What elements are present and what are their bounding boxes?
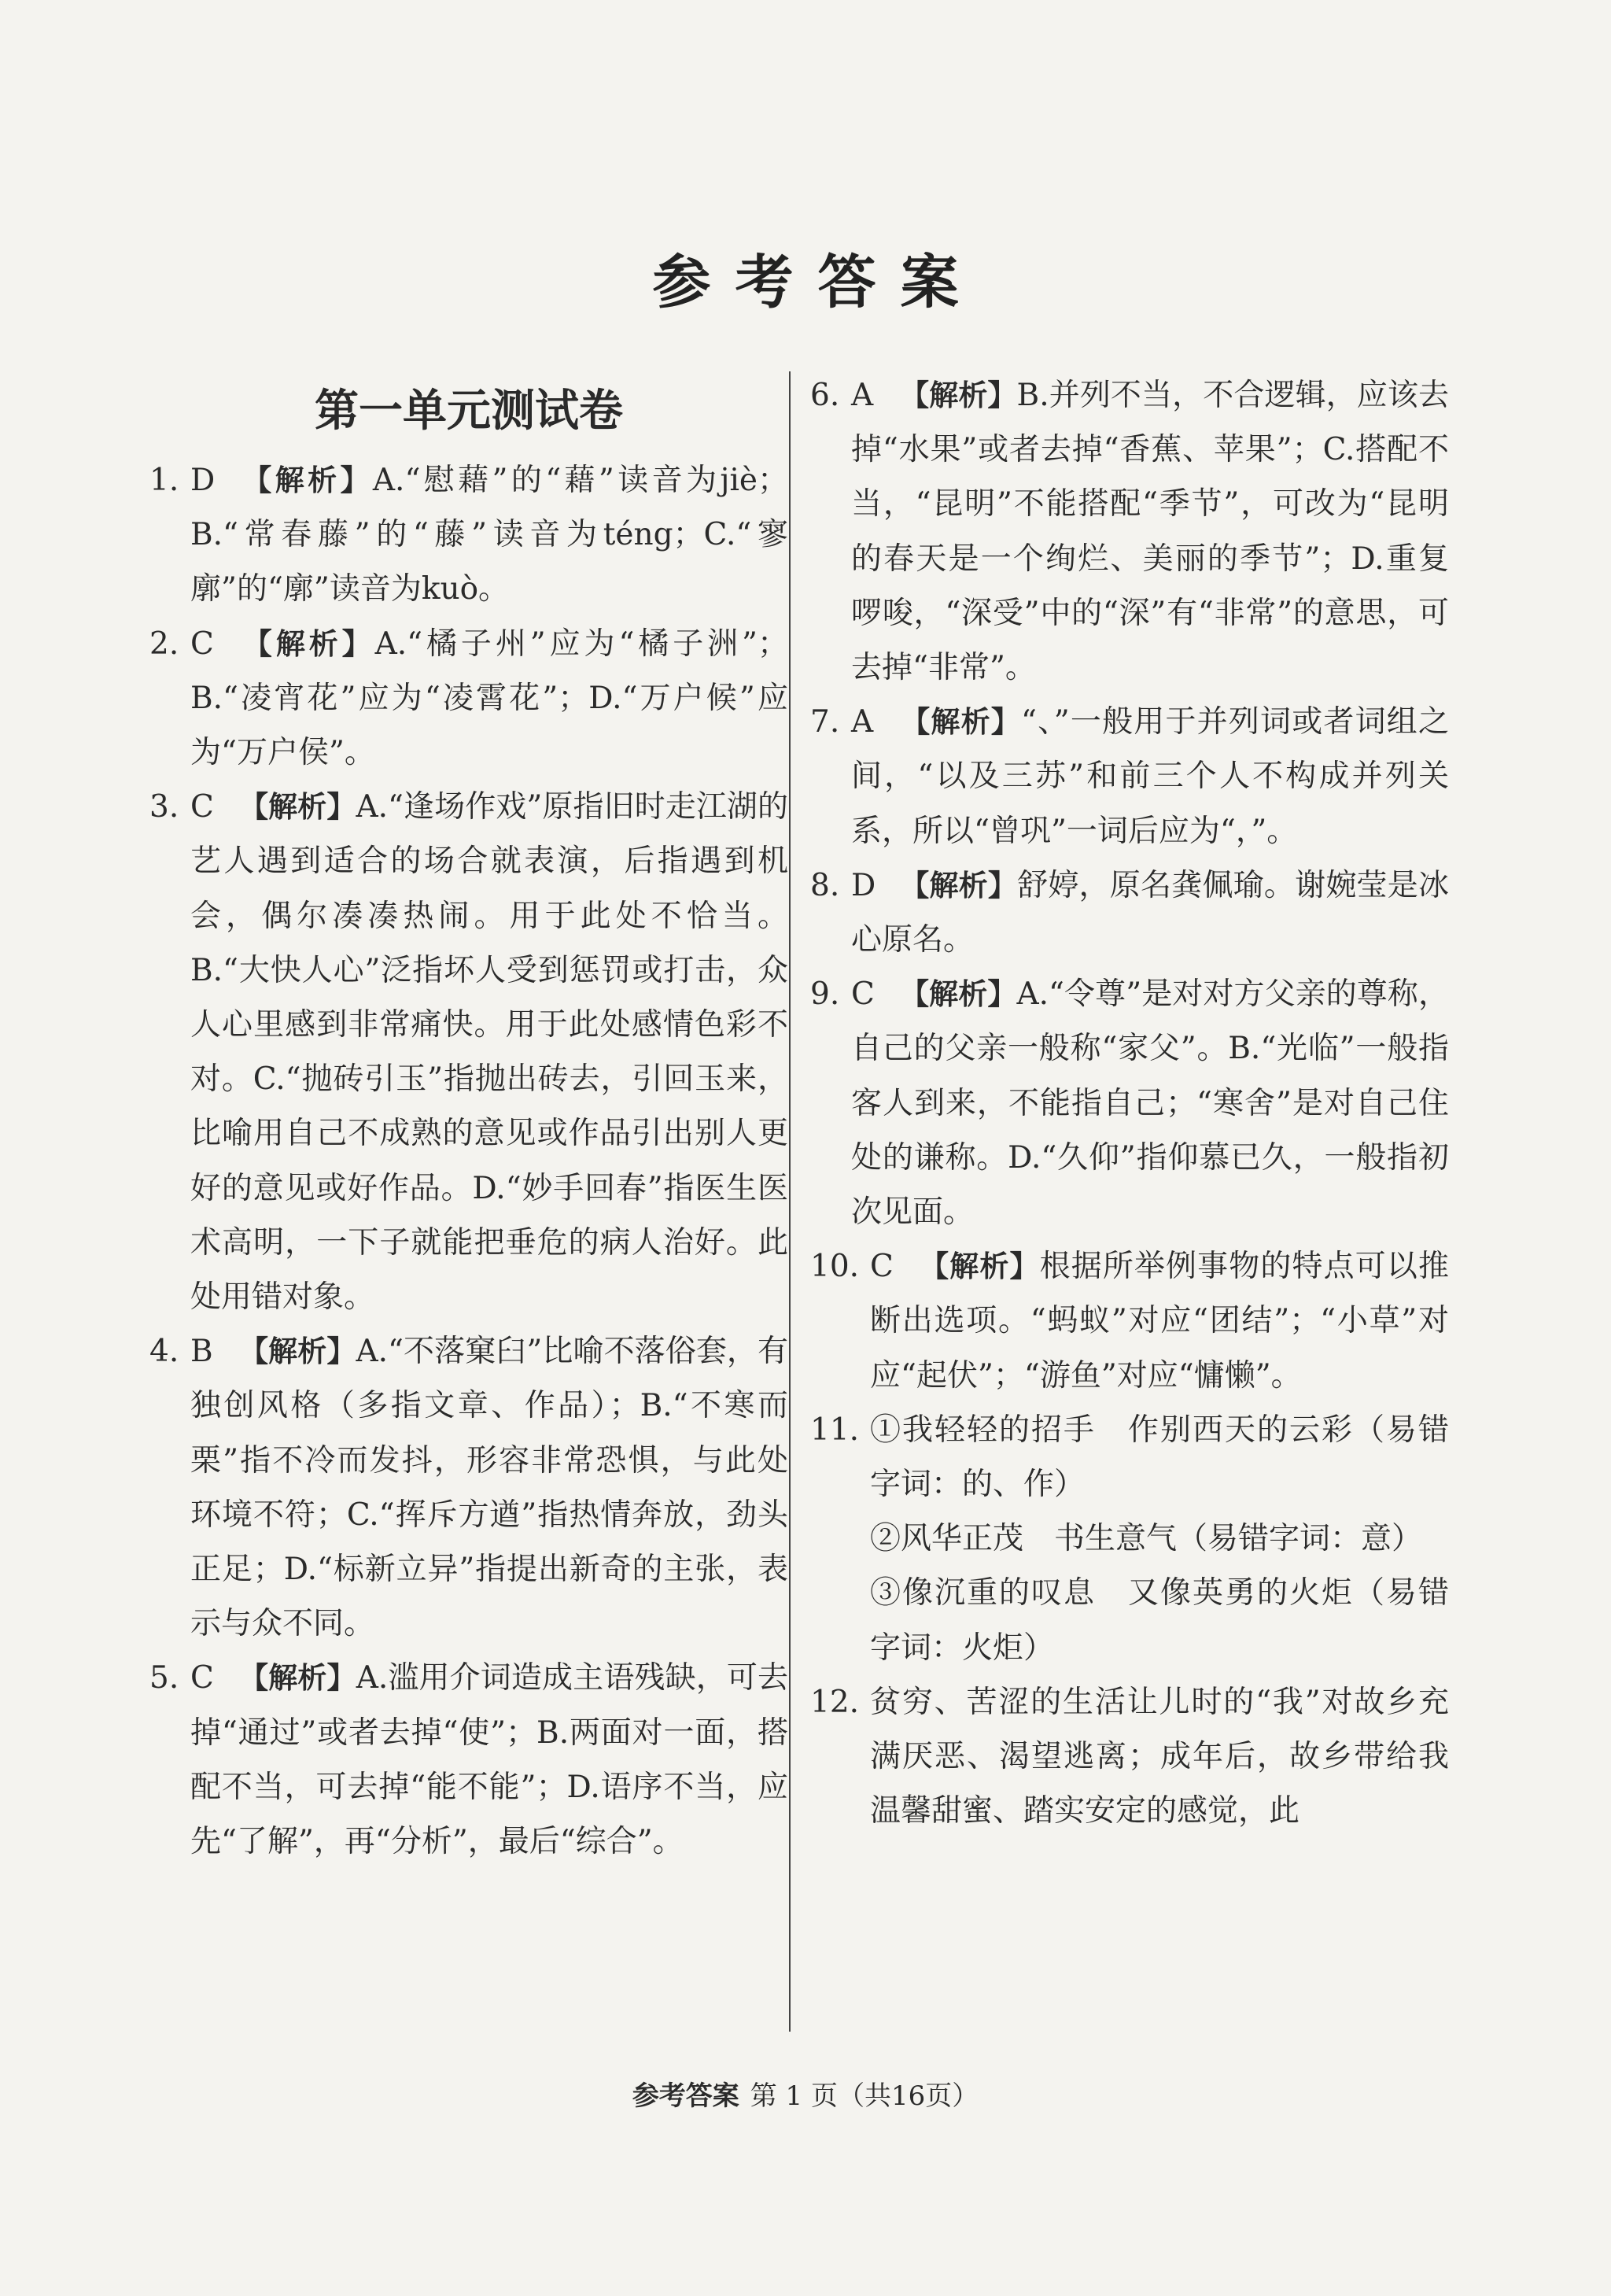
right-column — [810, 368, 1449, 1838]
answer-item — [149, 617, 788, 781]
answer-letter: C — [870, 1249, 894, 1285]
analysis-text: A.“橘子州”应为“橘子洲”；B.“凌宵花”应为“凌霄花”；D.“万户候”应为“万户侯”。 — [190, 626, 788, 771]
analysis-tag: 【解析】 — [900, 705, 1021, 740]
analysis-tag: 【解析】 — [900, 868, 1018, 903]
poem-line-2: ②风华正茂 书生意气（易错字词：意） — [870, 1521, 1423, 1557]
item-text: 贫穷、苦涩的生活让儿时的“我”对故乡充满厌恶、渴望逃离；成年后，故乡带给我温馨甜蜜、踏实安定的感觉，此 — [870, 1684, 1449, 1829]
analysis-tag: 【解析】 — [239, 463, 373, 497]
section-title: 第一单元测试卷 — [315, 385, 623, 437]
item-text — [190, 1651, 788, 1869]
item-text — [851, 858, 1449, 967]
answer-letter: B — [190, 1334, 213, 1370]
answer-item — [810, 368, 1449, 695]
right-answer-list — [810, 368, 1449, 1403]
answer-letter: C — [190, 626, 214, 662]
item-number: 9. — [810, 976, 840, 1013]
answer-item — [149, 453, 788, 617]
item-number: 10. — [810, 1249, 860, 1285]
answer-letter: C — [190, 789, 214, 825]
analysis-text: A.滥用介词造成主语残缺，可去掉“通过”或者去掉“使”；B.两面对一面，搭配不当，可去掉“能不能”；D.语序不当，应先“了解”，再“分析”，最后“综合”。 — [190, 1660, 789, 1860]
item-number: 2. — [149, 626, 179, 662]
answer-letter: C — [190, 1660, 214, 1696]
analysis-text: B.并列不当，不合逻辑，应该去掉“水果”或者去掉“香蕉、苹果”；C.搭配不当，“昆明”不能搭配“季节”，可改为“昆明的春天是一个绚烂、美丽的季节”；D.重复啰唆，“深受”中的“深”有“非常”的意思，可去掉“非常”。 — [851, 378, 1450, 686]
answer-item — [810, 1239, 1449, 1403]
column-divider — [789, 371, 791, 2032]
answer-item — [810, 967, 1449, 1239]
analysis-tag: 【解析】 — [919, 1250, 1040, 1284]
answer-letter: D — [190, 463, 216, 498]
answer-item — [149, 780, 788, 1324]
item-text — [870, 1239, 1449, 1403]
analysis-tag: 【解析】 — [900, 977, 1017, 1012]
analysis-tag: 【解析】 — [239, 1334, 356, 1369]
item-text — [851, 695, 1449, 858]
left-answer-list — [149, 453, 788, 1869]
page-title: 参考答案 — [652, 249, 983, 316]
item-text — [190, 617, 788, 781]
item-number: 8. — [810, 867, 840, 903]
poem-line-3: ③像沉重的叹息 又像英勇的火炬（易错字词：火炬） — [870, 1575, 1449, 1666]
item-number: 4. — [149, 1334, 179, 1370]
answer-item — [810, 858, 1449, 967]
analysis-text: A.“不落窠臼”比喻不落俗套，有独创风格（多指文章、作品）；B.“不寒而栗”指不冷而发抖，形容非常恐惧，与此处环境不符；C.“挥斥方遒”指热情奔放，劲头正足；D.“标新立异”指提出新奇的主张，表示与众不同。 — [190, 1334, 788, 1642]
analysis-tag: 【解析】 — [239, 1661, 356, 1696]
analysis-tag: 【解析】 — [900, 378, 1017, 412]
item-text — [190, 453, 788, 617]
item-text — [851, 967, 1449, 1239]
item-text — [870, 1403, 1449, 1675]
item-number: 12. — [810, 1684, 860, 1720]
item-number: 3. — [149, 789, 179, 825]
item-number: 7. — [810, 704, 840, 740]
answer-item — [149, 1324, 788, 1651]
analysis-text: A.“令尊”是对对方父亲的尊称，自己的父亲一般称“家父”。B.“光临”一般指客人到来，不能指自己；“寒舍”是对自己住处的谦称。D.“久仰”指仰慕已久，一般指初次见面。 — [851, 976, 1449, 1231]
item-number: 5. — [149, 1660, 179, 1696]
item-text — [190, 780, 788, 1324]
analysis-text: 舒婷，原名龚佩瑜。谢婉莹是冰心原名。 — [851, 867, 1449, 958]
footer-page-number: 第 1 页（共16页） — [750, 2080, 979, 2112]
answer-item-11 — [810, 1403, 1449, 1675]
analysis-text: A.“逢场作戏”原指旧时走江湖的艺人遇到适合的场合就表演，后指遇到机会，偶尔凑凑热闹。用于此处不恰当。B.“大快人心”泛指坏人受到惩罚或打击，众人心里感到非常痛快。用于此处感情色彩不对。C.“抛砖引玉”指抛出砖去，引回玉来，比喻用自己不成熟的意见或作品引出别人更好的意见或好作品。D.“妙手回春”指医生医术高明，一下子就能把垂危的病人治好。此处用错对象。 — [190, 789, 788, 1316]
answer-item — [810, 695, 1449, 858]
item-number: 11. — [810, 1412, 860, 1448]
analysis-tag: 【解析】 — [239, 626, 375, 661]
left-column — [149, 368, 788, 1869]
answer-letter: A — [851, 704, 874, 740]
poem-line-1: ①我轻轻的招手 作别西天的云彩（易错字词：的、作） — [870, 1412, 1449, 1503]
answer-letter: D — [851, 867, 876, 903]
analysis-text: A.“慰藉”的“藉”读音为jiè；B.“常春藤”的“藤”读音为téng；C.“寥廓”的“廓”读音为kuò。 — [190, 463, 788, 607]
analysis-tag: 【解析】 — [239, 790, 356, 825]
item-text — [190, 1324, 788, 1651]
answer-letter: C — [851, 976, 875, 1013]
footer-label: 参考答案 — [632, 2080, 739, 2112]
item-number: 1. — [149, 463, 179, 498]
answer-item-12 — [810, 1675, 1449, 1839]
answer-letter: A — [851, 378, 874, 413]
item-number: 6. — [810, 378, 840, 413]
answer-item — [149, 1651, 788, 1869]
analysis-text: “、”一般用于并列词或者词组之间，“以及三苏”和前三个人不构成并列关系，所以“曾巩”一词后应为“，”。 — [851, 704, 1449, 849]
page-footer — [0, 2074, 1611, 2113]
item-text — [851, 368, 1449, 695]
analysis-text: 根据所举例事物的特点可以推断出选项。“蚂蚁”对应“团结”；“小草”对应“起伏”；“游鱼”对应“慵懒”。 — [870, 1249, 1449, 1393]
